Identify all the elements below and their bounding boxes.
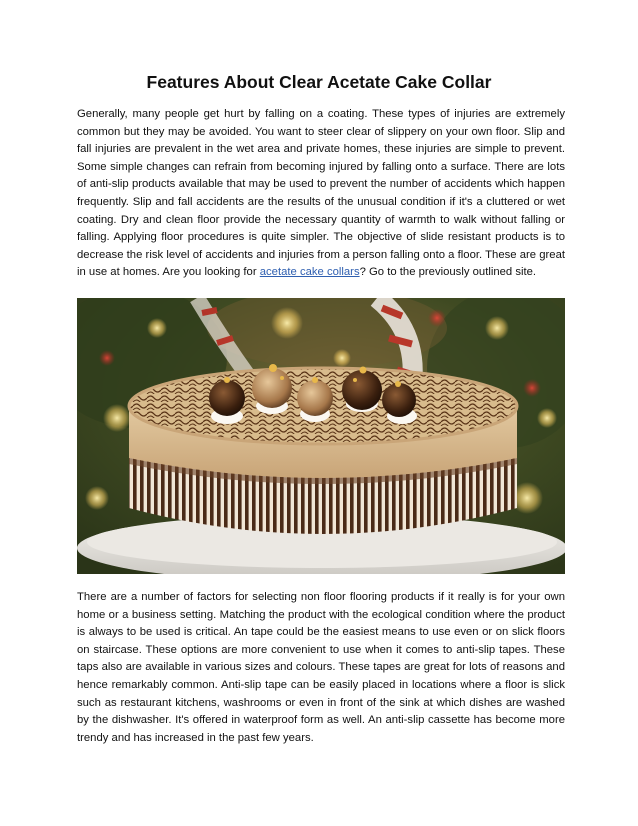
cake-photo	[77, 298, 565, 574]
intro-text-end: ? Go to the previously outlined site.	[359, 266, 537, 279]
intro-text: Generally, many people get hurt by falling on a coating. These types of injuries are extremely common but they may be avoided. You want to steer clear of slippery on your own floor. Slip and fall injuries are prevalent in the wet area and private homes, these injuries are simple to prevent. Some simple changes can refrain from becoming injured by falling onto a surface. There are lots of anti-slip products available that may be used to prevent the number of accidents which happen frequently. Slip and fall accidents are the results of the unusual condition if it's a cluttered or wet coating. Dry and clean floor provide the necessary quantity of warmth to walk without falling or falling. Applying floor procedures is quite simpler. The objective of slide resistant products is to decrease the risk level of accidents and injuries from a person falling onto a floor. These are great in use at homes. Are you looking for	[77, 108, 565, 279]
body-paragraph: There are a number of factors for selecting non floor flooring products if it really is for your own home or a business setting. Matching the product with the ecological condition where the product is always to be used is critical. An tape could be the easiest means to use even or on slick floors on staircase. These options are more convenient to use when it comes to anti-slip tapes. These taps also are available in various sizes and colours. These tapes are great for lots of reasons and hence remarkably common. Anti-slip tape can be easily placed in locations where a floor is slick such as restaurant kitchens, washrooms or even in front of the sink at which dishes are washed by the dishwasher. It's offered in waterproof form as well. An anti-slip cassette has become more trendy and has increased in the past few years.	[77, 591, 565, 744]
document-title: Features About Clear Acetate Cake Collar	[146, 72, 492, 92]
acetate-cake-collars-link[interactable]: acetate cake collars	[259, 266, 360, 279]
intro-paragraph	[77, 106, 565, 282]
